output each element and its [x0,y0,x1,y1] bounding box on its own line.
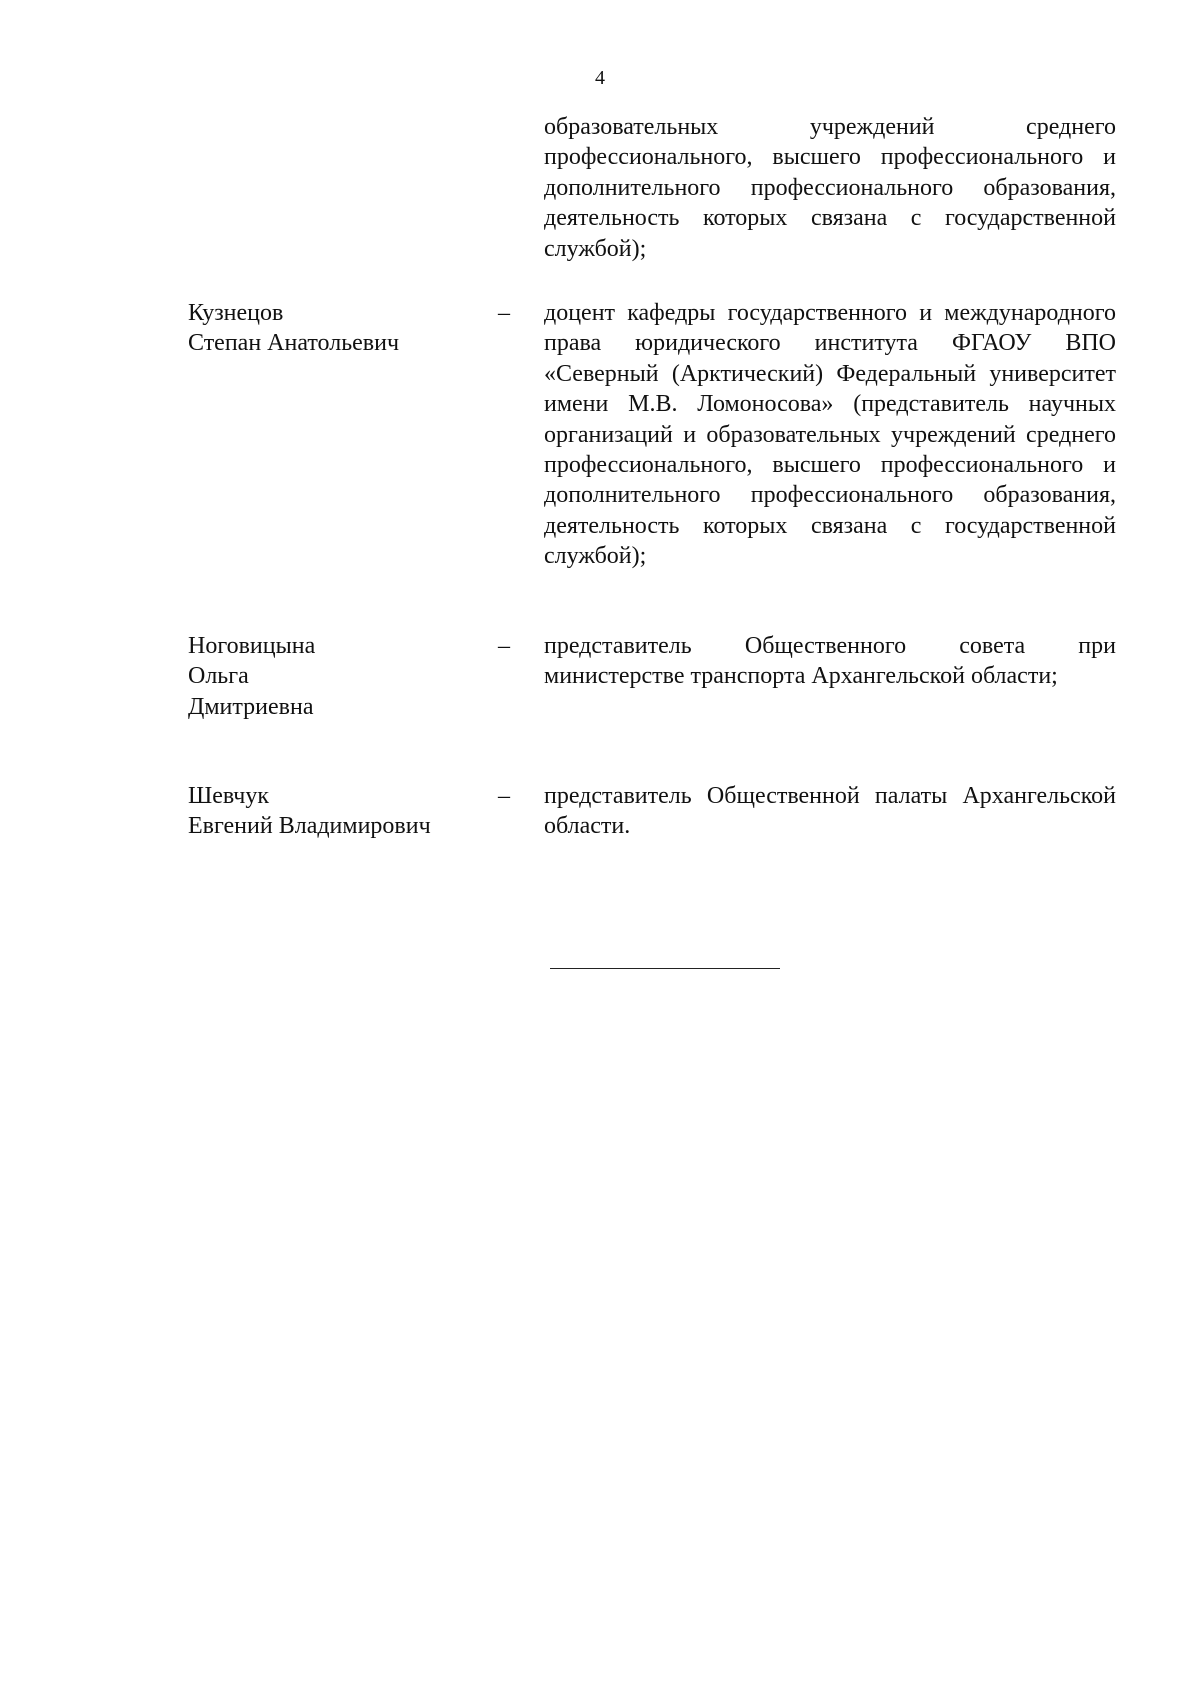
member-surname: Шевчук [188,783,270,809]
member-surname: Кузнецов [188,300,284,326]
member-dash: – [498,783,510,809]
member-dash: – [498,300,510,326]
page-number: 4 [595,67,605,89]
continuation-text: образовательных учреждений среднего профессионального, высшего профессионального и дополнительного профессионального образования, деятельность которых связана с государственной службой); [544,114,1116,262]
end-of-document-rule [550,968,780,969]
member-dash: – [498,633,510,659]
member-surname: Ноговицына [188,633,316,659]
member-description-nogovitsyna: представитель Общественного совета при министерстве транспорта Архангельской области; [544,633,1116,690]
member-description-kuznetsov: доцент кафедры государственного и международного права юридического института ФГАОУ ВПО «Северный (Арктический) Федеральный университет имени М.В. Ломоносова» (представитель научных организаций и образовательных учреждений среднего профессионального, высшего профессионального и дополнительного профессионального образования, деятельность которых связана с государственной службой); [544,300,1116,570]
member-name-shevchuk [188,781,478,842]
member-name-nogovitsyna [188,631,478,722]
member-name-kuznetsov [188,298,478,359]
member-patronymic: Дмитриевна [188,693,314,720]
member-first-name: Ольга [188,663,249,690]
member-given-names: Евгений Владимирович [188,813,431,840]
member-description-shevchuk: представитель Общественной палаты Архангельской области. [544,783,1116,840]
member-given-names: Степан Анатольевич [188,330,400,357]
